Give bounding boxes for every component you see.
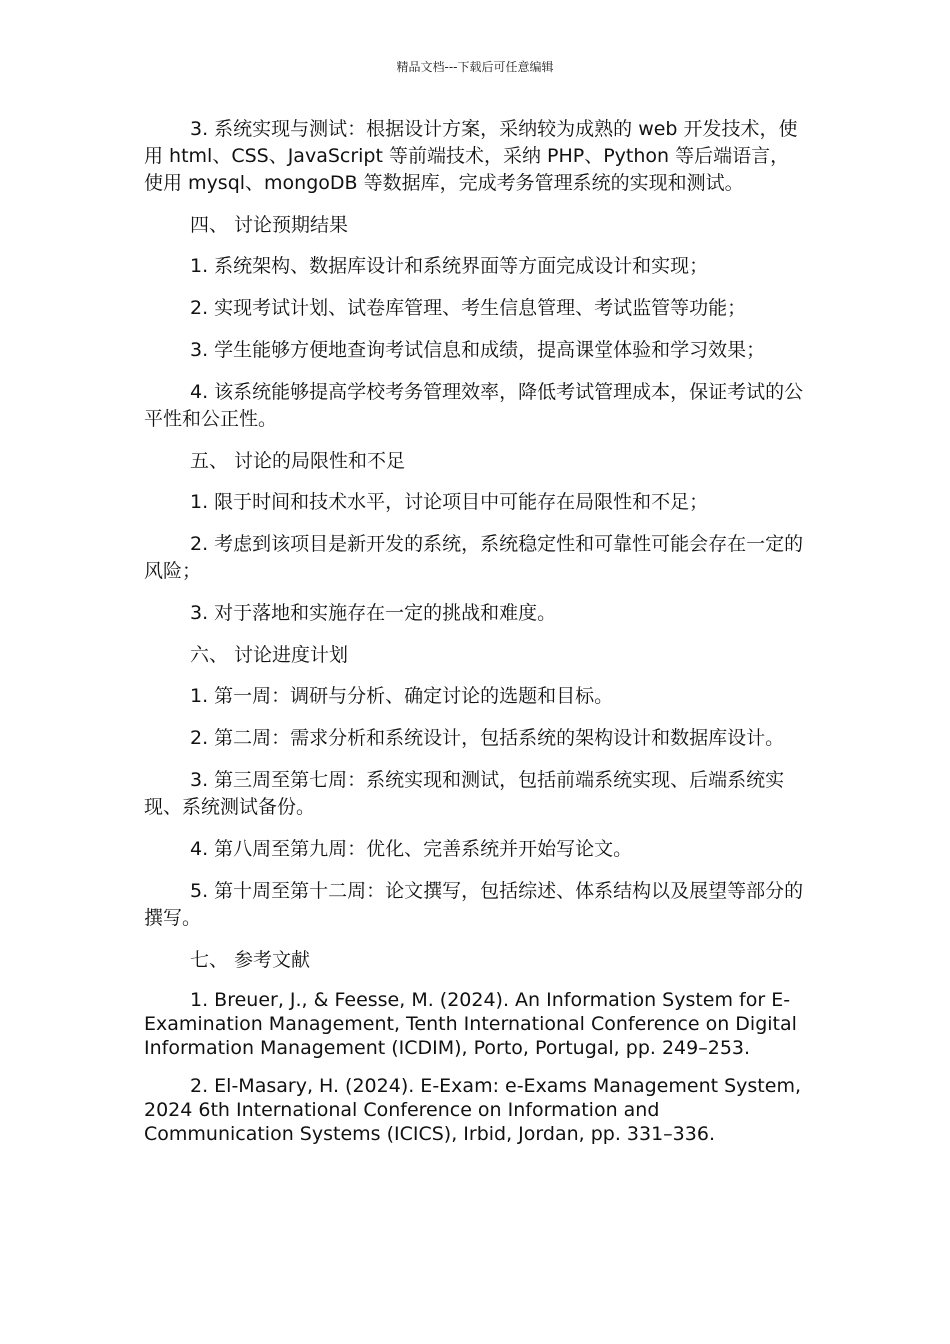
document-body xyxy=(144,116,808,1160)
section-heading-expected-results: 四、 讨论预期结果 xyxy=(190,214,349,236)
list-item: 1. 限于时间和技术水平，讨论项目中可能存在局限性和不足； xyxy=(190,491,709,513)
section-heading-references: 七、 参考文献 xyxy=(190,949,311,971)
list-item: 1. 系统架构、数据库设计和系统界面等方面完成设计和实现； xyxy=(190,255,709,277)
list-item: 4. 第八周至第九周：优化、完善系统并开始写论文。 xyxy=(190,838,633,860)
reference-item: 2. El-Masary, H. (2024). E-Exam: e-Exams Management System, 2024 6th International Conference on Information and Communication Systems (ICICS), Irbid, Jordan, pp. 331–336. xyxy=(144,1075,801,1145)
list-item: 3. 学生能够方便地查询考试信息和成绩，提高课堂体验和学习效果； xyxy=(190,339,766,361)
reference-item: 1. Breuer, J., & Feesse, M. (2024). An Information System for E-Examination Management, Tenth International Conference on Digital Information Management (ICDIM), Porto, Portugal, pp. 249–253. xyxy=(144,989,797,1059)
paragraph-implementation-testing: 3. 系统实现与测试：根据设计方案，采纳较为成熟的 web 开发技术，使用 html、CSS、JavaScript 等前端技术，采纳 PHP、Python 等后端语言，使用 mysql、mongoDB 等数据库，完成考务管理系统的实现和测试。 xyxy=(144,118,798,194)
list-item: 2. 考虑到该项目是新开发的系统，系统稳定性和可靠性可能会存在一定的风险； xyxy=(144,533,804,582)
list-item: 2. 实现考试计划、试卷库管理、考生信息管理、考试监管等功能； xyxy=(190,297,747,319)
list-item: 3. 对于落地和实施存在一定的挑战和难度。 xyxy=(190,602,557,624)
section-heading-limitations: 五、 讨论的局限性和不足 xyxy=(190,450,406,472)
page-header: 精品文档---下载后可任意编辑 xyxy=(396,60,554,74)
list-item: 2. 第二周：需求分析和系统设计，包括系统的架构设计和数据库设计。 xyxy=(190,727,785,749)
list-item: 4. 该系统能够提高学校考务管理效率，降低考试管理成本，保证考试的公平性和公正性。 xyxy=(144,381,804,430)
list-item: 3. 第三周至第七周：系统实现和测试，包括前端系统实现、后端系统实现、系统测试备份。 xyxy=(144,769,785,818)
list-item: 1. 第一周：调研与分析、确定讨论的选题和目标。 xyxy=(190,685,614,707)
list-item: 5. 第十周至第十二周：论文撰写，包括综述、体系结构以及展望等部分的撰写。 xyxy=(144,880,804,929)
section-heading-schedule: 六、 讨论进度计划 xyxy=(190,644,349,666)
